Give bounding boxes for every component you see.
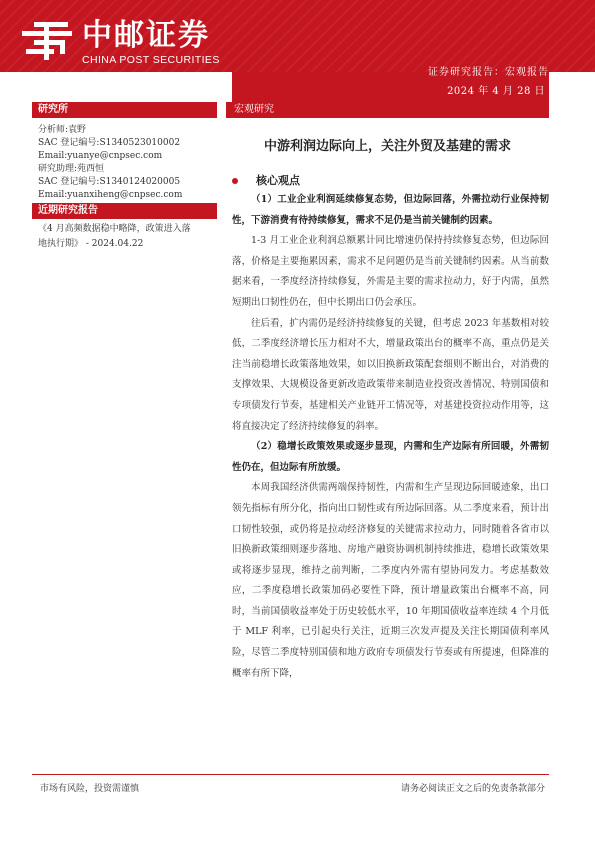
core-views-heading: 核心观点 [256,174,300,187]
analyst-name: 分析师:袁野 [38,125,87,135]
key-point-2: （2）稳增长政策效果或逐步显现，内需和生产边际有所回暖，外需韧性仍在，但边际有所放缓。 [232,441,549,473]
footer-risk-note: 市场有风险，投资需谨慎 [40,784,140,794]
recent-report-line-2: 地执行期》 - 2024.04.22 [38,239,144,249]
recent-report-link[interactable] [38,222,216,252]
china-post-logo-icon [20,20,76,62]
footer-divider [32,774,549,775]
sidebar-recent-title: 近期研究报告 [32,203,217,219]
paragraph-1: 1-3 月工业企业利润总额累计同比增速仍保持持续修复态势，但边际回落，价格是主要拖累因素，需求不足问题仍是当前关键制约因素。从当前数据来看，一季度经济持续修复，外需是主要的需求拉动力，好于内需，虽然短期出口韧性仍在，但中长期出口仍会承压。 [232,235,549,308]
assistant-sac: SAC 登记编号:S1340124020005 [38,177,181,187]
footer-disclaimer[interactable]: 请务必阅读正文之后的免责条款部分 [400,784,545,794]
brand-name-cn: 中邮证券 [82,18,210,53]
report-date: 2024 年 4 月 28 日 [447,86,545,97]
assistant-email[interactable]: Email:yuanxiheng@cnpsec.com [38,190,183,200]
bullet-dot-icon [232,178,238,184]
document-title: 中游利润边际向上，关注外贸及基建的需求 [263,139,511,154]
assistant-name: 研究助理:苑西恒 [38,164,105,174]
paragraph-2: 往后看，扩内需仍是经济持续修复的关键，但考虑 2023 年基数相对较低，二季度经济增长压力相对不大，增量政策出台的概率不高，重点仍是关注当前稳增长政策落地效果，如以旧换新政策配套细则不断出台，对消费的支撑效果、大规模设备更新改造政策带来制造业投资改善情况、特别国债和专项债发行节奏，基建相关产业链开工情况等，对基建投资拉动作用等，这将直接决定了经济持续修复的斜率。 [232,317,549,432]
recent-report-line-1: 《4 月高频数据稳中略降，政策进入落 [38,224,191,234]
key-point-1: （1）工业企业利润延续修复态势，但边际回落，外需拉动行业保持韧性，下游消费有待持续修复，需求不足仍是当前关键制约因素。 [232,194,549,226]
analyst-email[interactable]: Email:yuanye@cnpsec.com [38,151,163,161]
paragraph-3: 本周我国经济供需两端保持韧性，内需和生产呈现边际回暖迹象，出口领先指标有所分化，指向出口韧性或有所边际回落。从二季度来看，预计出口韧性较强，或仍将是拉动经济修复的关键需求拉动力，同时随着各省市以旧换新政策细则逐步落地、房地产融资协调机制持续推进，稳增长政策效果或将逐步显现，维持之前判断，二季度内外需有望协同发力。考虑基数效应，二季度稳增长政策加码必要性下降，预计增量政策出台概率不高，同时，当前国债收益率处于历史较低水平，10 年期国债收益率连续 4 个月低于 MLF 利率，已引起央行关注，近期三次发声提及关注长期国债利率风险，尽管二季度特别国债和地方政府专项债发行节奏或有所提速，但降准的概率有所下降， [232,482,549,679]
section-tag: 宏观研究 [226,102,549,118]
report-type: 证券研究报告：宏观报告 [428,67,549,78]
body-column [232,190,549,684]
sidebar-research-title: 研究所 [32,102,217,118]
analyst-sac: SAC 登记编号:S1340523010002 [38,138,181,148]
brand-name-en: CHINA POST SECURITIES [82,54,220,66]
